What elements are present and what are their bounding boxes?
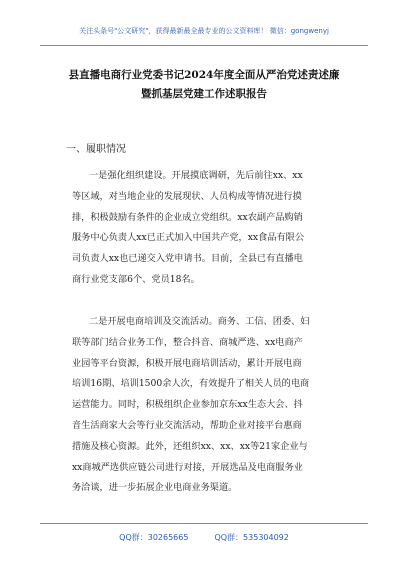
paragraph-line: 业园等平台资源，积极开展电商培训活动，累计开展电商 — [72, 357, 302, 369]
paragraph-line: 务洽谈，进一步拓展企业电商业务渠道。 — [72, 482, 238, 494]
paragraph-line: 运营能力。同时，积极组织企业参加京东xx生态大会、抖 — [72, 399, 303, 411]
header-divider — [40, 45, 368, 46]
footer-contacts — [0, 532, 408, 543]
paragraph-line: 等区域，对当地企业的发展现状、人员构成等情况进行摸 — [72, 190, 302, 202]
footer-divider — [40, 523, 368, 524]
section-heading: 一、履职情况 — [66, 144, 126, 155]
paragraph-line: 一是强化组织建设。开展摸底调研，先后前往xx、xx — [89, 170, 303, 181]
paragraph-line: 二是开展电商培训及交流活动。商务、工信、团委、妇 — [89, 316, 310, 327]
document-title — [48, 66, 360, 104]
paragraph-line: 司负责人xx也已递交入党申请书。目前，全县已有直播电 — [72, 253, 303, 265]
document-title-line-1: 县直播电商行业党委书记2024年度全面从严治党述责述廉 — [68, 69, 340, 81]
paragraph-line: 商行业党支部6个、党员18名。 — [72, 273, 200, 285]
paragraph-line: 排，积极鼓励有条件的企业成立党组织。xx农副产品购销 — [72, 211, 303, 223]
paragraph-ecommerce-training — [72, 312, 310, 499]
header-banner: 关注头条号"公文研究"，获得最新最全最专业的公文资料库！ 微信：gongwenyj — [79, 27, 329, 35]
paragraph-organization-building — [72, 166, 305, 291]
paragraph-line: 服务中心负责人xx已正式加入中国共产党，xx食品有限公 — [72, 232, 305, 244]
footer-qq-group-1: QQ群：30265665 — [119, 533, 189, 542]
document-title-line-2: 暨抓基层党建工作述职报告 — [141, 88, 267, 100]
paragraph-line: 培训16期、培训1500余人次，有效提升了相关人员的电商 — [72, 378, 310, 390]
paragraph-line: 联等部门结合业务工作，整合抖音、商城严选、xx电商产 — [72, 336, 303, 348]
paragraph-line: xx商城严选供应链公司进行对接，开展选品及电商服务业 — [72, 461, 303, 473]
footer-qq-group-2: QQ群：535304092 — [214, 533, 289, 542]
paragraph-line: 音生活商家大会等行业交流活动，帮助企业对接平台惠商 — [72, 419, 302, 431]
paragraph-line: 措施及核心资源。此外，还组织xx、xx、xx等21家企业与 — [72, 440, 308, 452]
